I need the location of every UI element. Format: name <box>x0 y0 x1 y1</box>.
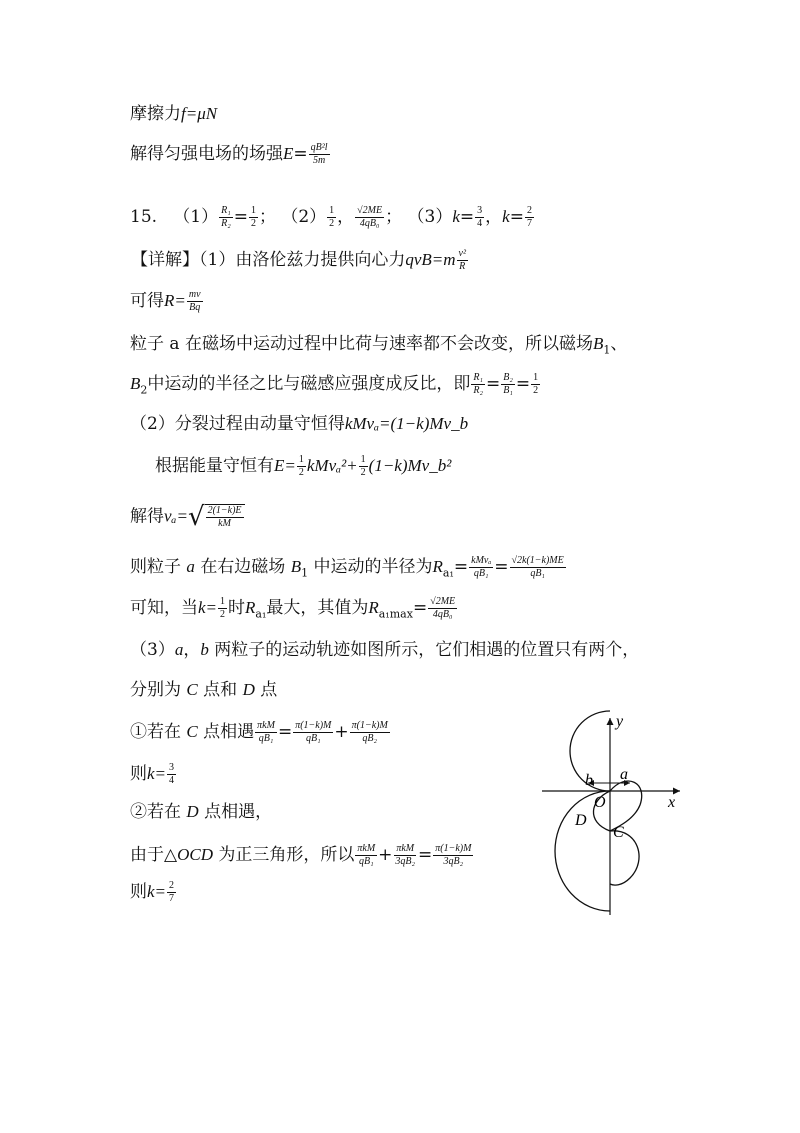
p3-frac2 <box>525 205 534 230</box>
derive-den: Bq <box>189 302 201 313</box>
question-number: 15. <box>130 207 158 227</box>
radius-a-line <box>130 555 567 580</box>
p3-n2: 2 <box>526 205 532 216</box>
meetc-frac-1 <box>255 720 277 745</box>
solve-v-rd: kM <box>218 517 231 529</box>
x-label: x <box>668 794 676 811</box>
energy-n2: 1 <box>360 454 366 465</box>
meet-c-line <box>130 720 391 745</box>
a-label: a <box>620 766 628 783</box>
part3b-C: C <box>186 680 198 699</box>
derive-num: mv <box>188 289 201 300</box>
part3-text: （3） <box>130 640 175 660</box>
p3-comma: ， <box>485 207 503 227</box>
field-result-eq: = <box>293 144 308 164</box>
part3b-pre: 分别为 <box>130 680 181 700</box>
para-a1-var: B <box>592 334 604 353</box>
max-d: 2 <box>220 609 226 620</box>
meetc-n1: πkM <box>257 720 275 731</box>
part3b-post: 点 <box>260 680 278 700</box>
detail-formula: qvB=m <box>405 250 456 269</box>
friction-line <box>130 104 217 124</box>
p3-frac1 <box>475 205 484 230</box>
para-a2-text: 中运动的半径之比与磁感应强度成反比，即 <box>147 374 471 394</box>
radius-n1: kMvₐ <box>471 555 492 566</box>
derive-r-line <box>130 289 204 314</box>
para-a2-sub: 2 <box>140 383 148 397</box>
meetd-pre: ②若在 <box>130 802 181 822</box>
energy-mid: kMvₐ²+ <box>306 456 358 475</box>
p3-n1: 3 <box>477 205 483 216</box>
p2-n: 1 <box>329 205 335 216</box>
meetc-plus: + <box>334 722 349 742</box>
kc-line <box>130 762 177 787</box>
max-post: 最大，其值为 <box>266 598 369 618</box>
ratio-eq2: = <box>515 374 531 394</box>
meetd-post: 点相遇， <box>204 802 273 822</box>
kd-d: 7 <box>169 893 175 904</box>
meetc-d3: qB₂ <box>362 733 378 744</box>
part2-label: （2） <box>281 207 327 227</box>
meetc-n2: π(1−k)M <box>295 720 332 731</box>
meetc-frac-3 <box>350 720 390 745</box>
p3-d1: 4 <box>477 218 483 229</box>
detail-frac <box>457 248 468 273</box>
radius-pre: 则粒子 <box>130 557 181 577</box>
energy-line <box>155 454 451 479</box>
kc-d: 4 <box>169 775 175 786</box>
origin-label: O <box>594 794 606 811</box>
para-a1-sub: 1 <box>603 343 611 357</box>
max-r-line <box>130 596 458 621</box>
kd-frac <box>167 880 176 905</box>
radius-frac-2 <box>510 555 566 580</box>
ratio-n3: 1 <box>533 372 539 383</box>
D-label: D <box>575 812 587 829</box>
ratio-d2: B₁ <box>503 385 513 396</box>
max-R: R <box>245 598 256 617</box>
ratio-d3: 2 <box>533 385 539 396</box>
tri-frac-1 <box>355 843 377 868</box>
meetc-n3: π(1−k)M <box>351 720 388 731</box>
kc-k: k= <box>147 764 167 783</box>
momentum-formula: kMvₐ=(1−k)Mv_b <box>344 414 469 433</box>
tri-eq: = <box>418 845 433 865</box>
tri-n2: πkM <box>396 843 415 854</box>
kd-n: 2 <box>169 880 175 891</box>
field-num: qB²l <box>310 142 328 153</box>
meetc-pre: ①若在 <box>130 722 181 742</box>
meetc-d2: qB₁ <box>305 733 321 744</box>
kc-n: 3 <box>169 762 175 773</box>
max-eq: = <box>412 598 428 618</box>
para-a1-text: 粒子 a 在磁场中运动过程中比荷与速率都不会改变，所以磁场 <box>130 334 593 354</box>
tri-mid: 为正三角形，所以 <box>218 845 355 865</box>
kd-line <box>130 880 177 905</box>
tri-d3: 3qB₂ <box>443 856 464 867</box>
p1-n2: 1 <box>250 205 256 216</box>
part3-a: a <box>174 640 184 659</box>
solve-v-var: vₐ= <box>164 506 188 526</box>
tri-name: △OCD <box>164 845 213 864</box>
energy-end: (1−k)Mv_b² <box>368 456 452 475</box>
energy-pre: E= <box>274 456 296 475</box>
field-result-var: E <box>283 144 294 163</box>
part1-label: （1） <box>173 207 219 227</box>
radius-eq: = <box>453 557 469 577</box>
p3-eq2: = <box>509 207 524 227</box>
max-R-sub: a₁ <box>255 607 267 621</box>
C-label: C <box>613 824 624 841</box>
meetc-d1: qB₁ <box>258 733 274 744</box>
kd-pre: 则 <box>130 882 147 902</box>
ratio-frac-3 <box>531 372 540 397</box>
radius-d1: qB₁ <box>473 568 489 579</box>
radius-R: R <box>432 557 443 576</box>
p1-n1: R₁ <box>221 205 231 216</box>
friction-var: f <box>181 104 186 123</box>
part3b-mid: 点和 <box>203 680 238 700</box>
field-result-line <box>130 142 331 167</box>
radius-rn: √2k(1−k)ME <box>511 555 564 566</box>
ratio-n2: B₂ <box>503 372 513 383</box>
ratio-frac-1 <box>471 372 485 397</box>
kd-k: k= <box>147 882 167 901</box>
meetc-post: 点相遇 <box>203 722 255 742</box>
energy-d1: 2 <box>298 467 304 478</box>
part3-comma: ， <box>183 640 201 660</box>
energy-frac-1 <box>297 454 306 479</box>
y-label: y <box>616 713 624 730</box>
p2-root-frac <box>355 205 384 230</box>
p2-rn: √2ME <box>357 205 383 216</box>
tri-d2: 3qB₂ <box>395 856 415 867</box>
p2-sep: ； <box>385 207 403 227</box>
meetd-D: D <box>186 802 199 821</box>
para-a2 <box>130 372 541 397</box>
max-mid: 时 <box>228 598 246 618</box>
tri-n3: π(1−k)M <box>435 843 472 854</box>
momentum-text: （2）分裂过程由动量守恒得 <box>130 414 345 434</box>
p1-sep: ； <box>258 207 276 227</box>
meetc-eq: = <box>277 722 293 742</box>
kc-pre: 则 <box>130 764 147 784</box>
kc-frac <box>167 762 176 787</box>
field-result-text: 解得匀强电场的场强 <box>130 144 283 164</box>
detail-text: （1）由洛伦兹力提供向心力 <box>199 250 406 270</box>
friction-text: 摩擦力 <box>130 104 181 124</box>
part3-rest: 两粒子的运动轨迹如图所示，它们相遇的位置只有两个， <box>214 640 640 660</box>
field-fraction <box>309 142 330 167</box>
radius-mid: 在右边磁场 <box>200 557 286 577</box>
b-label: b <box>585 772 593 789</box>
ratio-d1: R₂ <box>473 385 483 396</box>
ratio-eq1: = <box>485 374 501 394</box>
radius-rd: qB₁ <box>530 568 545 579</box>
max-rn: √2ME <box>430 596 456 607</box>
part3-line-a <box>130 640 639 660</box>
friction-eq: =μN <box>185 104 218 123</box>
p3-k1: k <box>452 207 460 226</box>
para-a1 <box>130 334 628 357</box>
p2-frac <box>327 205 336 230</box>
p1-frac-b <box>249 205 258 230</box>
meetc-frac-2 <box>293 720 333 745</box>
part3b-D: D <box>242 680 255 699</box>
max-frac-k <box>218 596 227 621</box>
part3-label: （3） <box>407 207 453 227</box>
radius-a: a <box>186 557 195 576</box>
ratio-n1: R₁ <box>473 372 483 383</box>
q15-answer-line <box>130 205 535 230</box>
tri-n1: πkM <box>357 843 376 854</box>
p3-eq1: = <box>459 207 475 227</box>
max-pre: 可知，当 <box>130 598 198 618</box>
part3-line-b <box>130 680 277 700</box>
para-a1-end: 、 <box>610 334 628 354</box>
detail-line <box>131 248 469 273</box>
momentum-line <box>130 414 468 434</box>
tri-frac-2 <box>393 843 417 868</box>
meetc-C: C <box>186 722 198 741</box>
p2-rd: 4qB₀ <box>359 218 380 229</box>
energy-text: 根据能量守恒有 <box>155 456 274 476</box>
max-k: k= <box>198 598 218 617</box>
p1-d1: R₂ <box>221 218 231 229</box>
radius-frac-1 <box>469 555 493 580</box>
derive-text: 可得 <box>130 291 164 311</box>
max-R2-sub: a₁max <box>378 607 413 621</box>
max-rd: 4qB₀ <box>432 609 453 620</box>
max-n: 1 <box>220 596 226 607</box>
solve-v-line <box>130 503 245 531</box>
ratio-frac-2 <box>501 372 515 397</box>
derive-formula: R= <box>164 291 186 310</box>
p2-d: 2 <box>329 218 335 229</box>
tri-d1: qB₁ <box>358 856 374 867</box>
p2-comma: ， <box>337 207 355 227</box>
trajectory-figure <box>530 710 690 920</box>
energy-d2: 2 <box>360 467 366 478</box>
para-a2-var: B <box>130 374 141 393</box>
triangle-line <box>130 843 474 868</box>
field-den: 5m <box>312 155 326 166</box>
meet-d-line <box>130 802 272 822</box>
part3-b: b <box>200 640 209 659</box>
p3-d2: 7 <box>526 218 532 229</box>
detail-num: v² <box>458 248 466 259</box>
solve-v-text: 解得 <box>130 506 164 527</box>
tri-plus: + <box>378 845 393 865</box>
tri-pre: 由于 <box>130 845 164 865</box>
radius-post: 中运动的半径为 <box>313 557 433 577</box>
derive-frac <box>187 289 203 314</box>
max-frac-val <box>428 596 457 621</box>
detail-den: R <box>459 261 466 272</box>
p1-d2: 2 <box>250 218 256 229</box>
radius-eq2: = <box>494 557 509 577</box>
energy-frac-2 <box>359 454 368 479</box>
max-R2: R <box>368 598 379 617</box>
detail-bracket: 【详解】 <box>131 250 199 270</box>
p1-eq: = <box>233 207 248 227</box>
energy-n1: 1 <box>298 454 304 465</box>
tri-frac-3 <box>433 843 473 868</box>
radius-R-sub: a₁ <box>442 566 454 580</box>
sqrt-v: √ $\frac{2(1-k)E}{kM}$ <box>188 503 245 531</box>
solve-v-rn: 2(1−k)E <box>207 504 242 516</box>
p1-frac-a <box>219 205 233 230</box>
p3-k2: k <box>502 207 510 226</box>
radius-B: B <box>290 557 302 576</box>
radius-B-sub: 1 <box>301 566 309 580</box>
